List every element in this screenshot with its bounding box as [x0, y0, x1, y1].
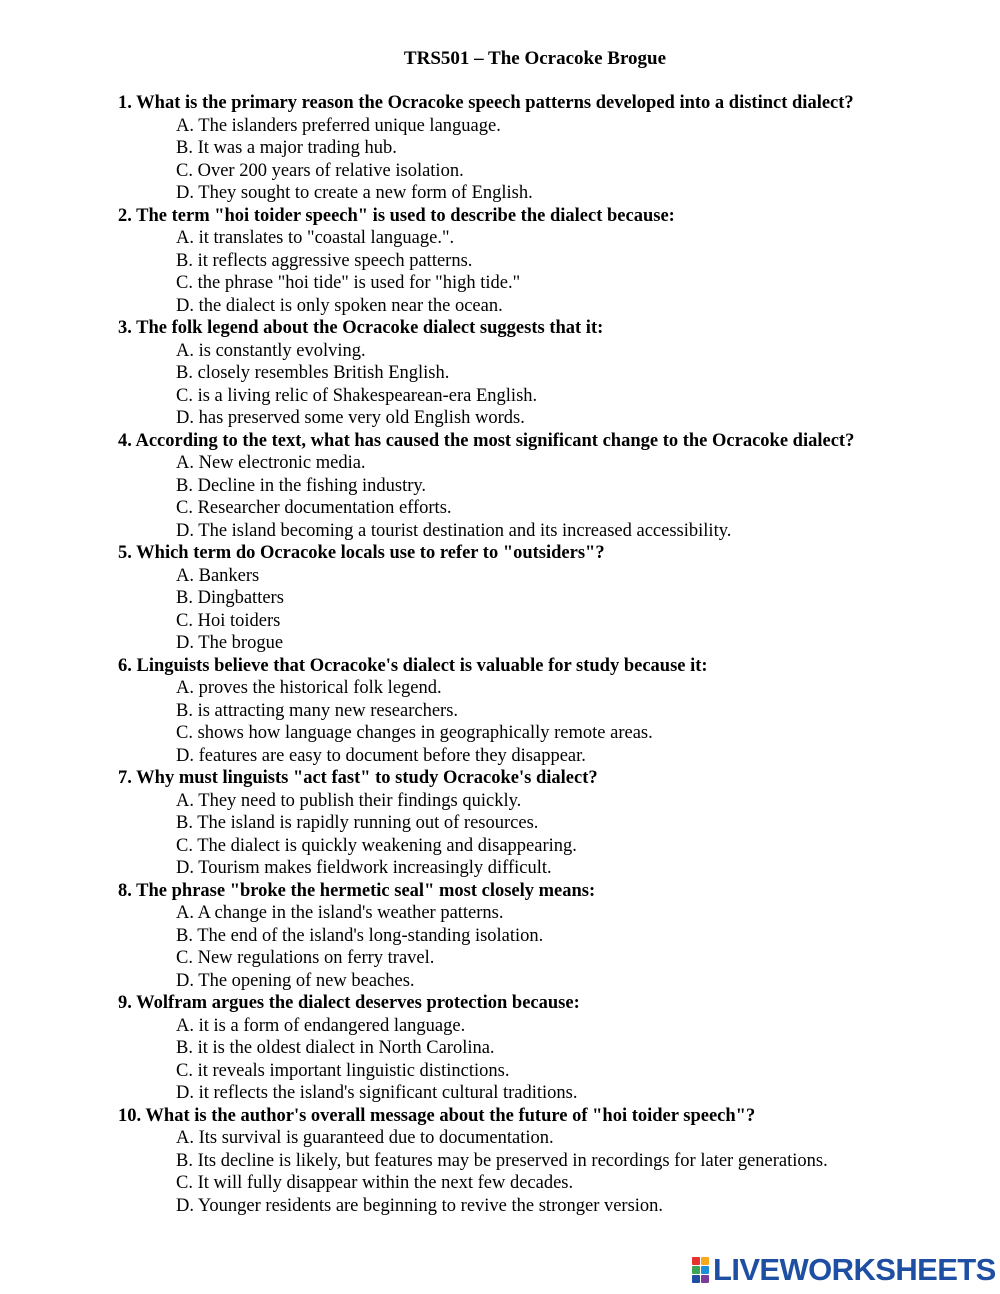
option-b: B. it is the oldest dialect in North Carolina.	[176, 1038, 495, 1058]
logo-block	[692, 1266, 700, 1274]
question-10	[118, 1105, 978, 1218]
option-c: C. It will fully disappear within the next few decades.	[176, 1173, 574, 1193]
option-a: A. is constantly evolving.	[176, 340, 366, 361]
option-b: B. it reflects aggressive speech patterns.	[176, 250, 473, 271]
option-a: A. A change in the island's weather patterns.	[176, 903, 504, 923]
question-text: 2. The term "hoi toider speech" is used to describe the dialect because:	[118, 205, 675, 226]
option-c: C. shows how language changes in geographically remote areas.	[176, 723, 653, 743]
option-a: A. it is a form of endangered language.	[176, 1015, 466, 1036]
option-c: C. is a living relic of Shakespearean-era English.	[176, 385, 538, 406]
logo-block	[692, 1275, 700, 1283]
option-c: C. Researcher documentation efforts.	[176, 498, 452, 518]
quiz	[118, 92, 978, 1217]
option-a: A. it translates to "coastal language.".	[176, 228, 455, 248]
option-a: A. The islanders preferred unique language.	[176, 115, 501, 136]
question-4	[118, 430, 978, 543]
option-d: D. it reflects the island's significant cultural traditions.	[176, 1083, 578, 1103]
liveworksheets-logo	[692, 1254, 996, 1286]
question-2	[118, 205, 978, 318]
question-6	[118, 655, 978, 768]
option-c: C. The dialect is quickly weakening and disappearing.	[176, 835, 577, 856]
question-text: 4. According to the text, what has caused the most significant change to the Ocracoke dialect?	[118, 430, 855, 451]
logo-block	[692, 1257, 700, 1265]
option-b: B. The end of the island's long-standing isolation.	[176, 925, 544, 946]
option-d: D. The island becoming a tourist destination and its increased accessibility.	[176, 520, 732, 541]
option-c: C. the phrase "hoi tide" is used for "high tide."	[176, 273, 521, 293]
option-d: D. The brogue	[176, 633, 284, 653]
option-d: D. Tourism makes fieldwork increasingly difficult.	[176, 858, 552, 878]
question-5	[118, 542, 978, 655]
option-b: B. Dingbatters	[176, 588, 284, 608]
option-b: B. The island is rapidly running out of resources.	[176, 813, 539, 833]
option-a: A. New electronic media.	[176, 453, 366, 473]
option-d: D. The opening of new beaches.	[176, 970, 415, 991]
option-a: A. Its survival is guaranteed due to documentation.	[176, 1128, 554, 1148]
option-c: C. Hoi toiders	[176, 610, 281, 631]
option-b: B. It was a major trading hub.	[176, 138, 397, 158]
question-text: 3. The folk legend about the Ocracoke dialect suggests that it:	[118, 318, 604, 338]
option-c: C. it reveals important linguistic distinctions.	[176, 1060, 510, 1081]
question-7	[118, 767, 978, 880]
option-d: D. the dialect is only spoken near the ocean.	[176, 295, 503, 316]
option-b: B. Decline in the fishing industry.	[176, 475, 427, 496]
page-title: TRS501 – The Ocracoke Brogue	[403, 48, 667, 69]
question-text: 10. What is the author's overall message about the future of "hoi toider speech"?	[118, 1105, 756, 1126]
option-b: B. closely resembles British English.	[176, 363, 450, 383]
option-b: B. is attracting many new researchers.	[176, 700, 459, 721]
logo-block	[701, 1266, 709, 1274]
option-a: A. They need to publish their findings quickly.	[176, 790, 522, 811]
option-c: C. Over 200 years of relative isolation.	[176, 160, 464, 181]
option-d: D. has preserved some very old English words.	[176, 408, 525, 428]
option-d: D. features are easy to document before they disappear.	[176, 745, 586, 766]
option-d: D. They sought to create a new form of English.	[176, 183, 533, 203]
question-3	[118, 317, 978, 430]
option-a: A. Bankers	[176, 565, 260, 586]
question-9	[118, 992, 978, 1105]
option-c: C. New regulations on ferry travel.	[176, 948, 435, 968]
question-text: 8. The phrase "broke the hermetic seal" most closely means:	[118, 880, 596, 901]
question-text: 7. Why must linguists "act fast" to study Ocracoke's dialect?	[118, 768, 598, 788]
question-text: 9. Wolfram argues the dialect deserves protection because:	[118, 993, 580, 1013]
question-text: 5. Which term do Ocracoke locals use to refer to "outsiders"?	[118, 543, 605, 563]
logo-blocks-icon	[692, 1257, 709, 1283]
question-text: 1. What is the primary reason the Ocracoke speech patterns developed into a distinct dialect?	[118, 93, 854, 113]
logo-block	[701, 1257, 709, 1265]
option-a: A. proves the historical folk legend.	[176, 678, 442, 698]
question-1	[118, 92, 978, 205]
question-text: 6. Linguists believe that Ocracoke's dialect is valuable for study because it:	[118, 655, 708, 676]
option-d: D. Younger residents are beginning to revive the stronger version.	[176, 1195, 664, 1216]
logo-block	[701, 1275, 709, 1283]
question-8	[118, 880, 978, 993]
logo-text: LIVEWORKSHEETS	[713, 1252, 996, 1287]
option-b: B. Its decline is likely, but features may be preserved in recordings for later generations.	[176, 1150, 828, 1171]
